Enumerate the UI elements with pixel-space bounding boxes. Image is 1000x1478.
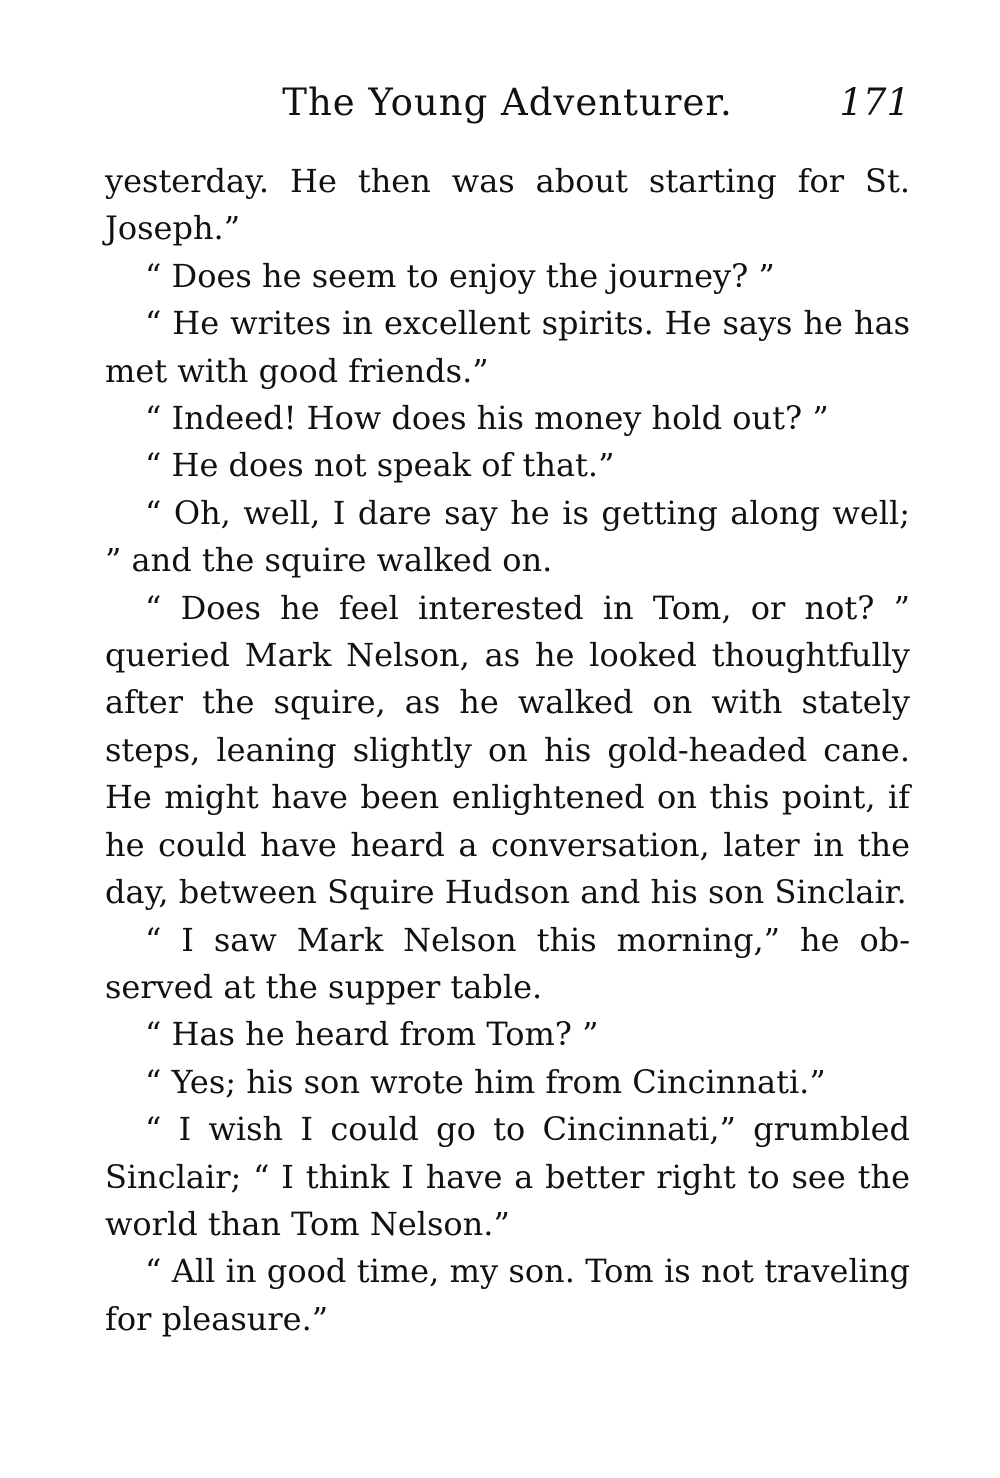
paragraph: “ Yes; his son wrote him from Cincinnati.” (145, 1062, 826, 1101)
body-text (105, 158, 910, 1343)
paragraph: “ I wish I could go to Cincinnati,” grumbled Sinclair; “ I think I have a better right to see the world than Tom Nelson.” (105, 1110, 910, 1243)
paragraph: yesterday. He then was about starting for St. Joseph.” (105, 162, 910, 248)
paragraph: “ All in good time, my son. Tom is not traveling for pleasure.” (105, 1252, 910, 1338)
paragraph: “ He does not speak of that.” (145, 446, 615, 485)
paragraph: “ Has he heard from Tom? ” (145, 1015, 599, 1054)
paragraph: “ Does he feel interested in Tom, or not? ” queried Mark Nelson, as he looked thoughtfully after the squire, as he walked on with stately steps, leaning slightly on his gold-headed cane. He might have been enlightened on this point, if he could have heard a conversation, later in the day, between Squire Hudson and his son Sinclair. (105, 588, 910, 912)
paragraph: “ Oh, well, I dare say he is getting along well; ” and the squire walked on. (105, 493, 910, 580)
running-header (105, 78, 910, 128)
paragraph: “ I saw Mark Nelson this morning,” he observed at the supper table. (105, 920, 910, 1006)
page-number: 171 (839, 81, 910, 124)
paragraph: “ Does he seem to enjoy the journey? ” (145, 256, 775, 295)
running-title: The Young Adventurer. (282, 81, 733, 124)
paragraph: “ He writes in excellent spirits. He says he has met with good friends.” (105, 304, 910, 390)
paragraph: “ Indeed! How does his money hold out? ” (145, 399, 829, 438)
